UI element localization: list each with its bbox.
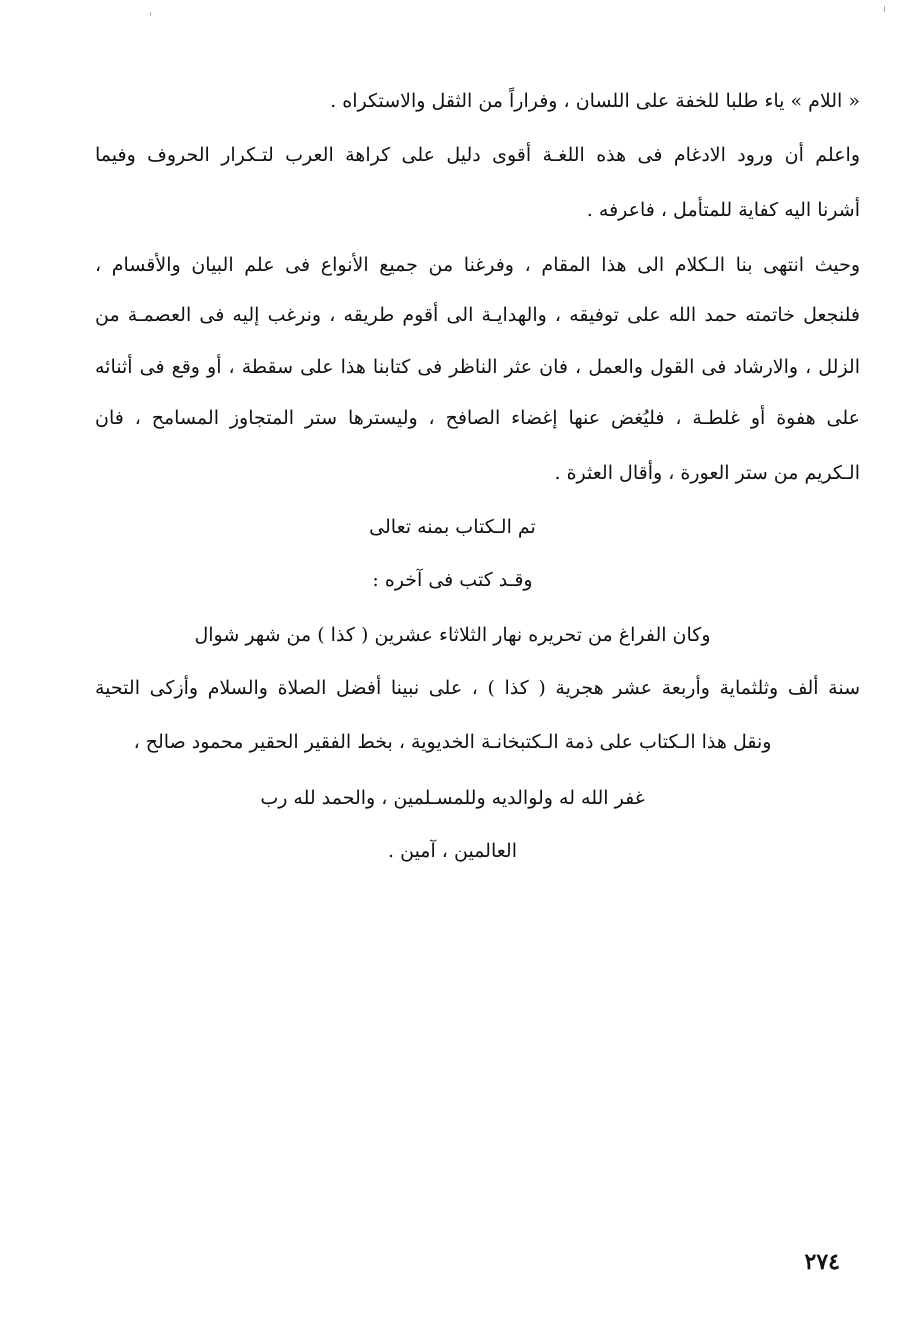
colophon-line-2: سنة ألف وثلثماية وأربعة عشر هجرية ( كذا ) ، على نبينا أفضل الصلاة والسلام وأزكى التحية <box>95 677 860 699</box>
scan-speck <box>884 6 885 12</box>
colophon-line-1: وكان الفراغ من تحريره نهار الثلاثاء عشرين ( كذا ) من شهر شوال <box>194 624 711 646</box>
colophon-end-note: تم الـكتاب بمنه تعالى <box>369 516 536 538</box>
body-line-8: الـكريم من ستر العورة ، وأقال العثرة . <box>554 462 860 484</box>
body-line-2: واعلم أن ورود الادغام فى هذه اللغـة أقوى دليل على كراهة العرب لتـكرار الحروف وفيما <box>95 144 860 166</box>
page-number: ٢٧٤ <box>804 1249 840 1275</box>
body-line-1: « اللام » ياء طلبا للخفة على اللسان ، وفراراً من الثقل والاستكراه . <box>330 90 860 112</box>
colophon-written-note: وقـد كتب فى آخره : <box>372 569 533 591</box>
body-line-4: وحيث انتهى بنا الـكلام الى هذا المقام ، وفرغنا من جميع الأنواع فى علم البيان والأقسام ، <box>95 254 860 276</box>
colophon-line-5: العالمين ، آمين . <box>388 840 517 862</box>
body-line-5: فلنجعل خاتمته حمد الله على توفيقه ، والهدايـة الى أقوم طريقه ، ونرغب إليه فى العصمـة من <box>95 304 860 326</box>
body-line-3: أشرنا اليه كفاية للمتأمل ، فاعرفه . <box>586 199 860 221</box>
colophon-line-3: ونقل هذا الـكتاب على ذمة الـكتبخانـة الخديوية ، بخط الفقير الحقير محمود صالح ، <box>133 731 772 753</box>
body-line-6: الزلل ، والارشاد فى القول والعمل ، فان عثر الناظر فى كتابنا هذا على سقطة ، أو وقع فى أثنائه <box>95 356 860 378</box>
body-line-7: على هفوة أو غلطـة ، فليُغض عنها إغضاء الصافح ، وليسترها ستر المتجاوز المسامح ، فان <box>95 407 860 429</box>
scan-speck <box>150 12 151 16</box>
colophon-line-4: غفر الله له ولوالديه وللمسـلمين ، والحمد لله رب <box>260 787 645 809</box>
